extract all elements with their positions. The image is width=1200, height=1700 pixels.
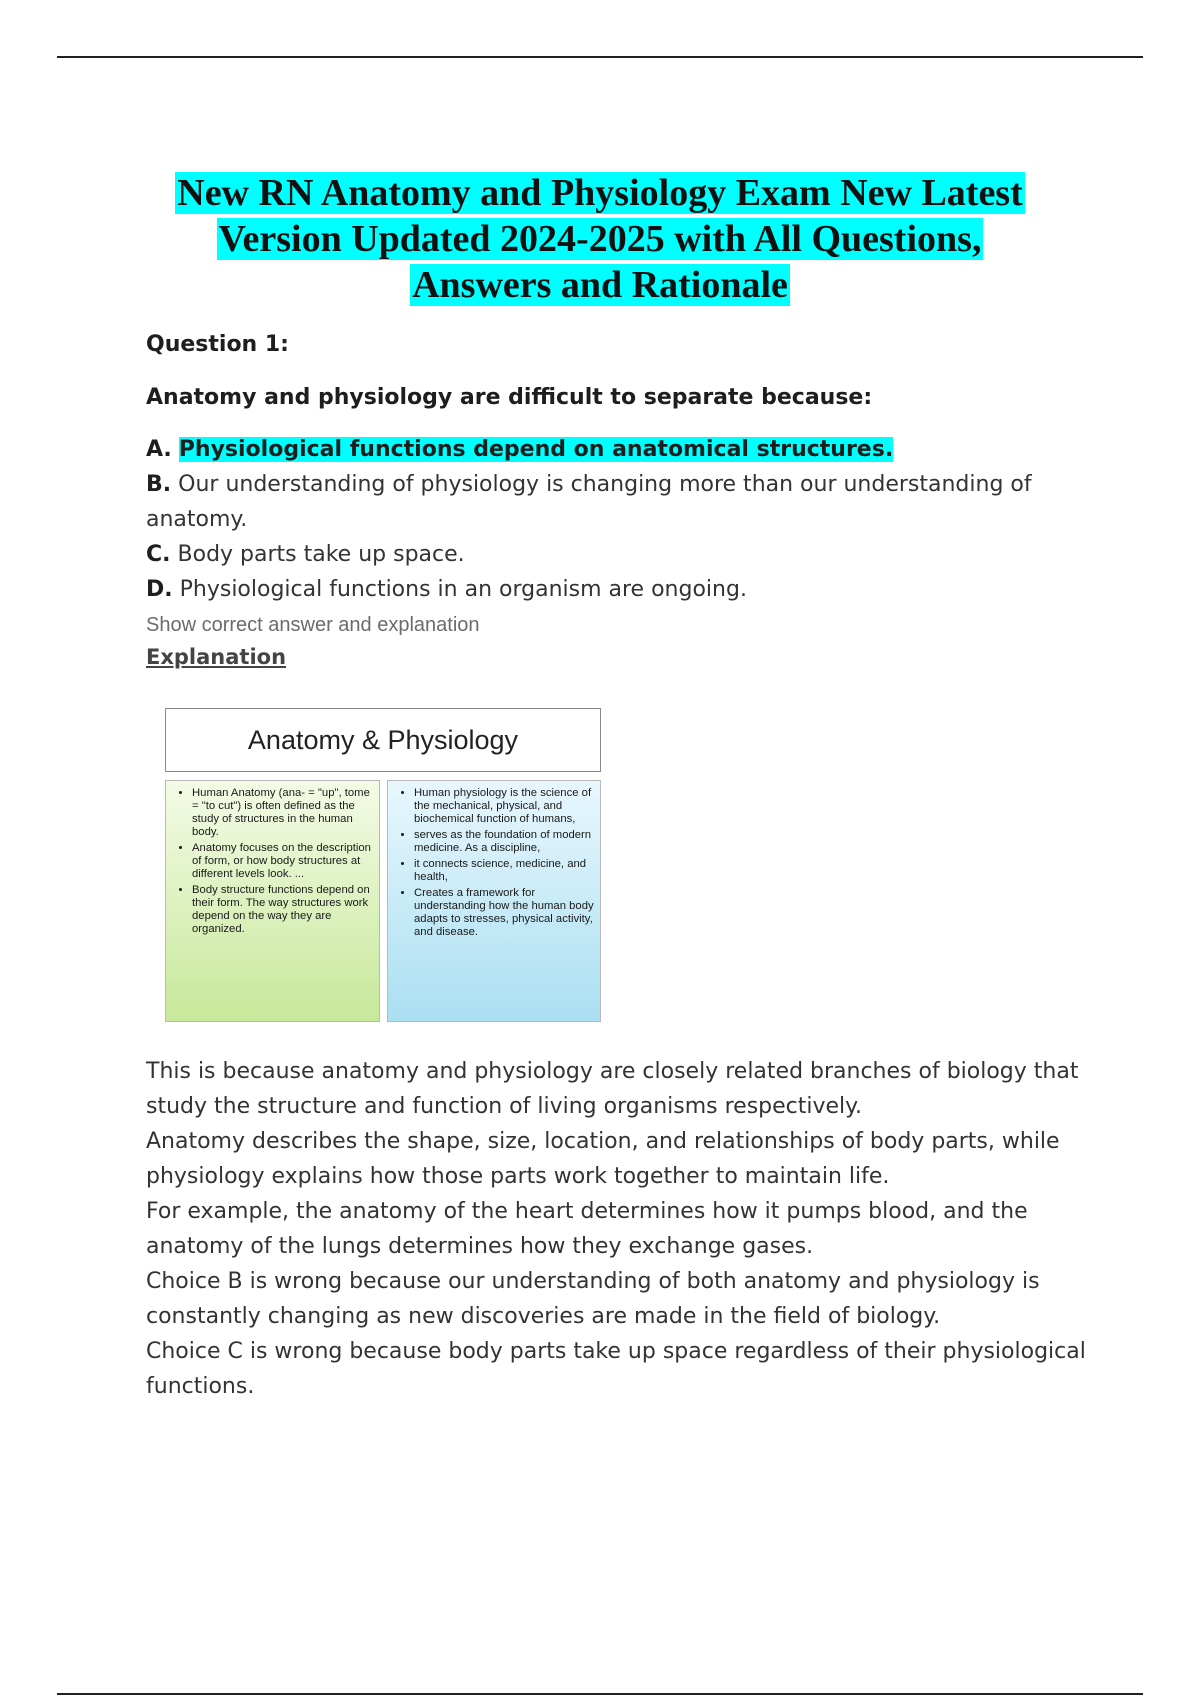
figure-title: Anatomy & Physiology [165,708,601,772]
anatomy-panel [165,780,380,1022]
option-text-correct: Physiological functions depend on anatomical structures. [178,437,894,462]
option-c [146,537,1076,572]
option-b [146,467,1076,537]
explanation-paragraph: For example, the anatomy of the heart determines how it pumps blood, and the anatomy of the lungs determines how they exchange gases. [146,1199,1028,1259]
physiology-bullet: • Human physiology is the science of the mechanical, physical, and biochemical function of humans, [414,787,594,826]
bottom-divider [57,1693,1143,1695]
anatomy-bullet: • Human Anatomy (ana- = "up", tome = "to cut") is often defined as the study of structures in the human body. [192,787,373,839]
option-letter: A. [146,437,172,462]
explanation-paragraph: Choice C is wrong because body parts take up space regardless of their physiological functions. [146,1339,1086,1399]
show-answer-link[interactable]: Show correct answer and explanation [146,614,480,636]
answer-options [146,432,1076,607]
physiology-bullet: • Creates a framework for understanding how the human body adapts to stresses, physical activity, and disease. [414,887,594,939]
question-block [146,330,1076,673]
option-a [146,432,1076,467]
explanation-paragraph: Choice B is wrong because our understanding of both anatomy and physiology is constantly changing as new discoveries are made in the field of biology. [146,1269,1040,1329]
option-letter: C. [146,542,171,567]
option-text: Body parts take up space. [177,542,465,567]
question-text: Anatomy and physiology are difficult to separate because: [146,385,873,410]
title-line-3: Answers and Rationale [412,264,788,307]
option-d [146,572,1076,607]
physiology-bullet: • serves as the foundation of modern medicine. As a discipline, [414,829,594,855]
anatomy-bullet: • Anatomy focuses on the description of form, or how body structures at different levels look. ... [192,842,373,881]
anatomy-bullet: • Body structure functions depend on their form. The way structures work depend on the way they are organized. [192,884,373,936]
option-letter: D. [146,577,173,602]
option-letter: B. [146,472,172,497]
title-line-1: New RN Anatomy and Physiology Exam New Latest [177,172,1023,215]
option-text: Physiological functions in an organism are ongoing. [179,577,747,602]
explanation-paragraph: This is because anatomy and physiology are closely related branches of biology that study the structure and function of living organisms respectively. [146,1059,1079,1119]
physiology-panel [387,780,601,1022]
physiology-bullet: • it connects science, medicine, and health, [414,858,594,884]
page-title [60,170,1140,308]
option-text: Our understanding of physiology is changing more than our understanding of anatomy. [146,472,1032,532]
title-line-2: Version Updated 2024-2025 with All Questions, [218,218,982,261]
explanation-paragraph: Anatomy describes the shape, size, location, and relationships of body parts, while physiology explains how those parts work together to maintain life. [146,1129,1060,1189]
question-label: Question 1: [146,332,289,357]
explanation-heading: Explanation [146,645,287,669]
top-divider [57,56,1143,58]
explanation-body [146,1054,1086,1404]
anatomy-physiology-figure [165,708,601,1026]
